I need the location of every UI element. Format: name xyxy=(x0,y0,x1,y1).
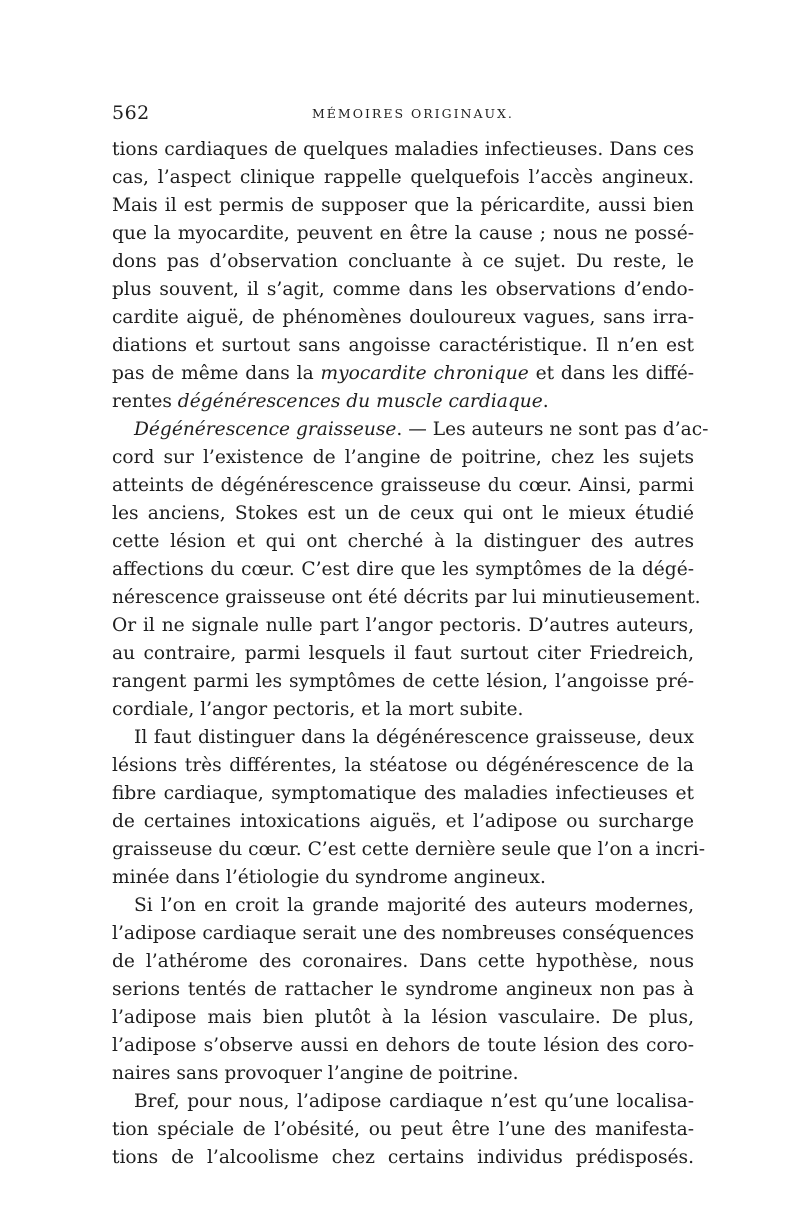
running-head: MÉMOIRES ORIGINAUX. xyxy=(312,106,514,121)
text-line xyxy=(112,360,694,388)
page-header xyxy=(112,100,700,126)
text-line: plus souvent, il s’agit, comme dans les observations d’endo- xyxy=(112,279,694,300)
text-line: cette lésion et qui ont cherché à la distinguer des autres xyxy=(112,531,694,552)
text-run: pas de même dans la xyxy=(112,363,321,384)
text-run: . xyxy=(542,391,549,412)
text-line: rangent parmi les symptômes de cette lésion, l’angoisse pré- xyxy=(112,671,694,692)
text-line: cardite aiguë, de phénomènes douloureux vagues, sans irra- xyxy=(112,307,694,328)
text-line: Or il ne signale nulle part l’angor pectoris. D’autres auteurs, xyxy=(112,615,694,636)
text-line: cordiale, l’angor pectoris, et la mort subite. xyxy=(112,699,524,720)
text-line: lésions très différentes, la stéatose ou dégénérescence de la xyxy=(112,755,694,776)
text-line xyxy=(112,388,694,416)
text-line: Bref, pour nous, l’adipose cardiaque n’est qu’une localisa- xyxy=(134,1091,694,1112)
text-line: l’adipose mais bien plutôt à la lésion vasculaire. De plus, xyxy=(112,1007,694,1028)
page-number: 562 xyxy=(112,102,150,124)
text-line: nérescence graisseuse ont été décrits par lui minutieusement. xyxy=(112,587,701,608)
text-line: cas, l’aspect clinique rappelle quelquefois l’accès angineux. xyxy=(112,167,694,188)
text-line: atteints de dégénérescence graisseuse du cœur. Ainsi, parmi xyxy=(112,475,694,496)
text-line: fibre cardiaque, symptomatique des maladies infectieuses et xyxy=(112,783,694,804)
text-line: diations et surtout sans angoisse caractéristique. Il n’en est xyxy=(112,335,694,356)
text-line: cord sur l’existence de l’angine de poitrine, chez les sujets xyxy=(112,447,694,468)
italic-phrase: dégénérescences du muscle cardiaque xyxy=(177,391,543,412)
text-line: tions de l’alcoolisme chez certains individus prédisposés. xyxy=(112,1147,694,1168)
text-run: et dans les diffé- xyxy=(528,363,694,384)
text-line: minée dans l’étiologie du syndrome angineux. xyxy=(112,867,546,888)
text-line: Mais il est permis de supposer que la péricardite, aussi bien xyxy=(112,195,694,216)
text-line: de l’athérome des coronaires. Dans cette hypothèse, nous xyxy=(112,951,694,972)
text-line: Si l’on en croit la grande majorité des auteurs modernes, xyxy=(134,895,694,916)
text-run: . — Les auteurs ne sont pas d’ac- xyxy=(396,419,709,440)
text-line: les anciens, Stokes est un de ceux qui ont le mieux étudié xyxy=(112,503,694,524)
section-heading: Dégénérescence graisseuse xyxy=(134,419,397,440)
text-line: l’adipose s’observe aussi en dehors de toute lésion des coro- xyxy=(112,1035,694,1056)
text-line: serions tentés de rattacher le syndrome angineux non pas à xyxy=(112,979,694,1000)
text-line xyxy=(134,416,709,444)
text-line: dons pas d’observation concluante à ce sujet. Du reste, le xyxy=(112,251,694,272)
text-line: Il faut distinguer dans la dégénérescence graisseuse, deux xyxy=(134,727,694,748)
text-line: affections du cœur. C’est dire que les symptômes de la dégé- xyxy=(112,559,694,580)
text-line: tions cardiaques de quelques maladies infectieuses. Dans ces xyxy=(112,139,694,160)
text-line: naires sans provoquer l’angine de poitrine. xyxy=(112,1063,519,1084)
book-page xyxy=(112,100,709,1168)
text-line: que la myocardite, peuvent en être la cause ; nous ne possé- xyxy=(112,223,694,244)
italic-phrase: myocardite chronique xyxy=(320,363,529,384)
text-run: rentes xyxy=(112,391,178,412)
text-line: tion spéciale de l’obésité, ou peut être l’une des manifesta- xyxy=(112,1119,694,1140)
text-line: graisseuse du cœur. C’est cette dernière seule que l’on a incri- xyxy=(112,839,705,860)
text-line: au contraire, parmi lesquels il faut surtout citer Friedreich, xyxy=(112,643,694,664)
text-line: l’adipose cardiaque serait une des nombreuses conséquences xyxy=(112,923,695,944)
text-line: de certaines intoxications aiguës, et l’adipose ou surcharge xyxy=(112,811,694,832)
